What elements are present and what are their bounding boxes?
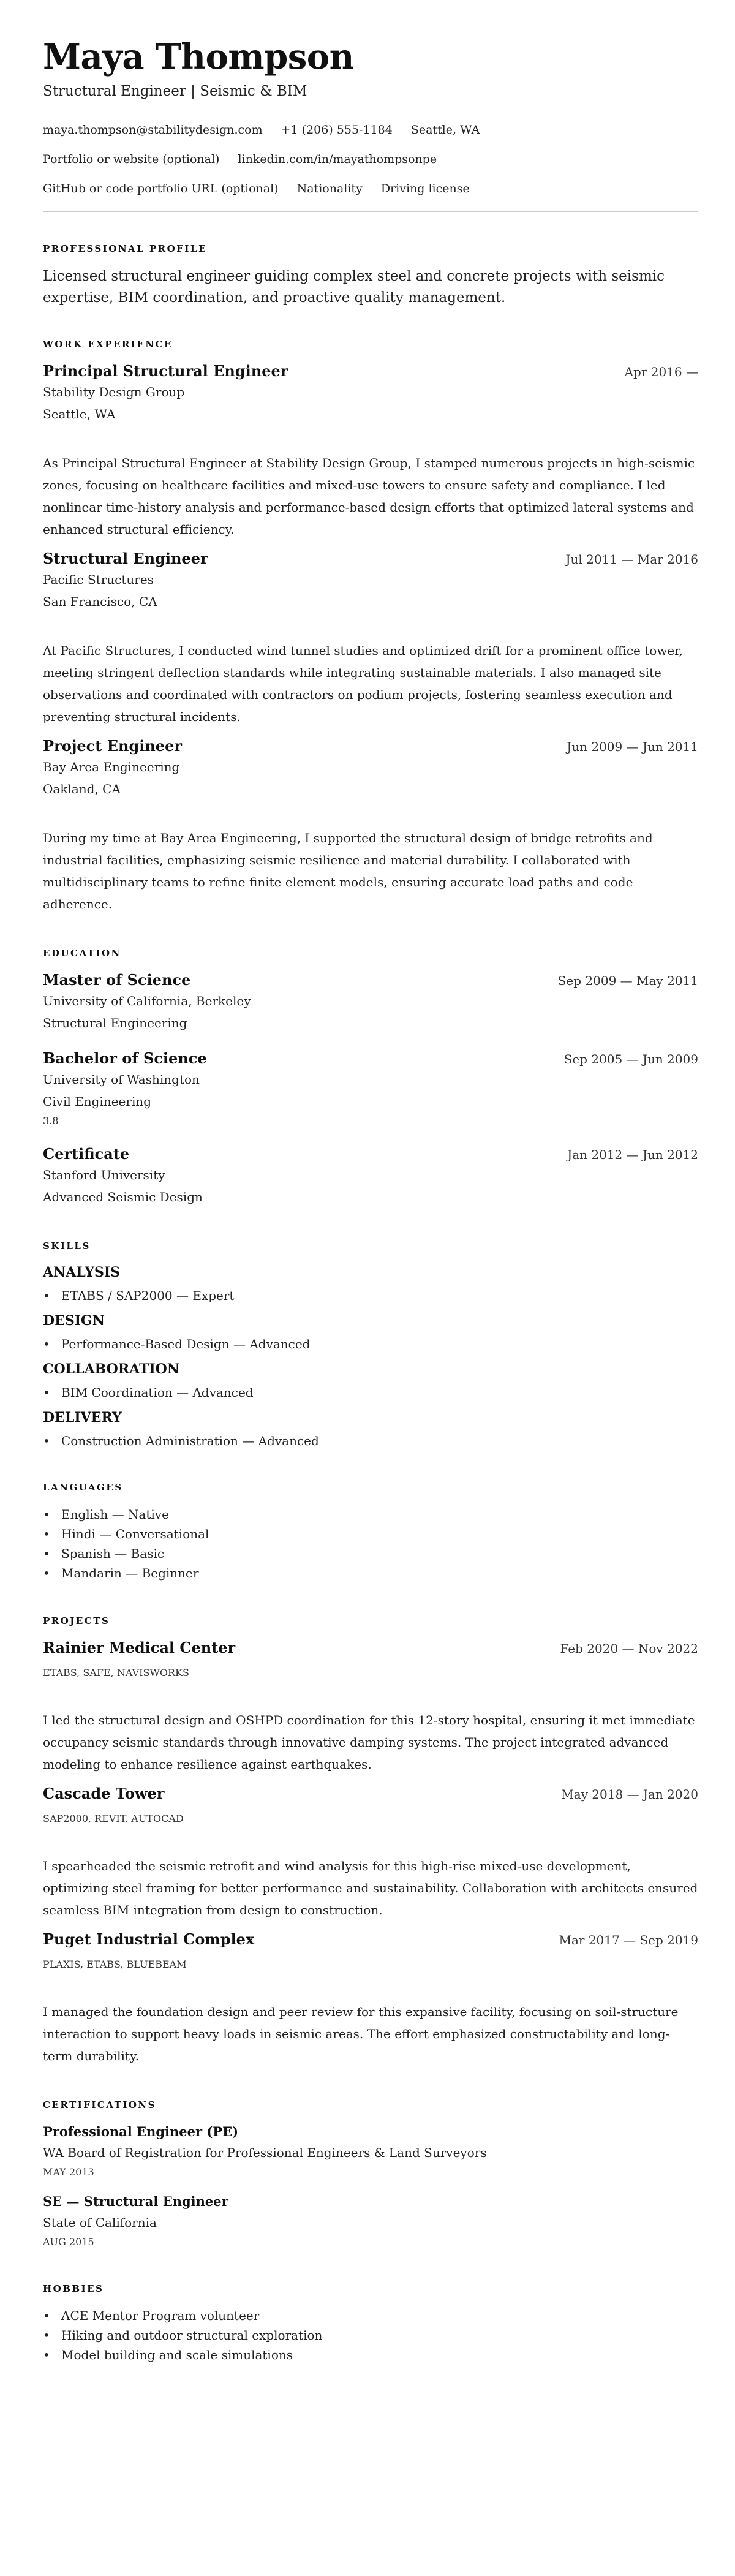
education-entry	[43, 1049, 698, 1130]
hobbies-section	[43, 2283, 698, 2365]
company-name: Bay Area Engineering	[43, 760, 180, 774]
project-dates: May 2018 — Jan 2020	[561, 1787, 698, 1802]
entry-header	[43, 1049, 698, 1068]
contact-row	[43, 115, 698, 145]
language-item: • Spanish — Basic	[43, 1544, 698, 1563]
job-dates: Jul 2011 — Mar 2016	[565, 552, 698, 567]
section-title: SKILLS	[43, 1241, 91, 1252]
gpa: 3.8	[43, 1115, 59, 1127]
entry-header	[43, 1638, 698, 1658]
portfolio-link[interactable]: Portfolio or website (optional)	[43, 153, 220, 166]
candidate-name: Maya Thompson	[43, 37, 354, 77]
profile-text: Licensed structural engineer guiding complex steel and concrete projects with seismic expertise, BIM coordination, and proactive quality management.	[43, 268, 665, 306]
project-name: Rainier Medical Center	[43, 1639, 236, 1656]
experience-entry	[43, 361, 698, 540]
language-item: • Mandarin — Beginner	[43, 1563, 698, 1583]
section-title: PROFESSIONAL PROFILE	[43, 243, 207, 254]
hobby-item: • Model building and scale simulations	[43, 2345, 698, 2365]
skill-category: COLLABORATION	[43, 1361, 179, 1377]
section-title: LANGUAGES	[43, 1482, 123, 1493]
certification-date: MAY 2013	[43, 2166, 94, 2178]
project-description: I spearheaded the seismic retrofit and wind analysis for this high-rise mixed-use development, optimizing steel framing for better performance and sustainability. Collaboration with architects ensured seamless BIM integration from design to construction.	[43, 1859, 698, 1917]
linkedin-link[interactable]: linkedin.com/in/mayathompsonpe	[238, 153, 437, 166]
certification-issuer: WA Board of Registration for Professional Engineers & Land Surveyors	[43, 2145, 487, 2160]
education-entry	[43, 970, 698, 1034]
entry-header	[43, 549, 698, 568]
skill-item: • BIM Coordination — Advanced	[43, 1384, 698, 1401]
school-name: Stanford University	[43, 1168, 165, 1182]
hobbies-list	[43, 2306, 698, 2365]
section-title: HOBBIES	[43, 2283, 104, 2294]
certification-name: SE — Structural Engineer	[43, 2194, 228, 2209]
project-technologies: ETABS, SAFE, NAVISWORKS	[43, 1667, 189, 1679]
languages-section	[43, 1481, 698, 1583]
experience-entry	[43, 736, 698, 915]
profile-section	[43, 243, 698, 309]
job-title: Principal Structural Engineer	[43, 362, 288, 380]
project-description: I led the structural design and OSHPD coordination for this 12-story hospital, ensuring it met immediate occupancy seismic standards through innovative damping systems. The project integrated advanced modeling to enhance resilience against earthquakes.	[43, 1713, 695, 1772]
location: Seattle, WA	[410, 123, 480, 137]
education-dates: Sep 2005 — Jun 2009	[564, 1052, 698, 1067]
education-dates: Jan 2012 — Jun 2012	[567, 1147, 698, 1162]
languages-list	[43, 1505, 698, 1583]
skill-category: ANALYSIS	[43, 1264, 121, 1280]
project-technologies: PLAXIS, ETABS, BLUEBEAM	[43, 1958, 187, 1970]
entry-header	[43, 1784, 698, 1804]
certification-entry	[43, 2122, 698, 2181]
skill-category: DESIGN	[43, 1313, 105, 1329]
skill-item: • Construction Administration — Advanced	[43, 1433, 698, 1449]
section-title: CERTIFICATIONS	[43, 2099, 156, 2110]
entry-header	[43, 736, 698, 756]
github-link[interactable]: GitHub or code portfolio URL (optional)	[43, 182, 279, 195]
skill-list	[43, 1336, 698, 1353]
skill-category: DELIVERY	[43, 1410, 122, 1426]
education-entry	[43, 1144, 698, 1208]
contact-row	[43, 174, 698, 203]
driving-license: Driving license	[380, 182, 470, 195]
education-dates: Sep 2009 — May 2011	[557, 973, 698, 988]
skill-list	[43, 1384, 698, 1401]
school-name: University of California, Berkeley	[43, 994, 251, 1008]
job-description: As Principal Structural Engineer at Stability Design Group, I stamped numerous projects in high-seismic zones, focusing on healthcare facilities and mixed-use towers to ensure safety and compliance. I led nonlinear time-history analysis and performance-based design efforts that optimized lateral systems and enhanced structural efficiency.	[43, 456, 695, 537]
certification-entry	[43, 2192, 698, 2251]
skill-item: • ETABS / SAP2000 — Expert	[43, 1288, 698, 1304]
header-divider	[43, 211, 698, 212]
section-title: PROJECTS	[43, 1615, 110, 1626]
language-item: • Hindi — Conversational	[43, 1524, 698, 1544]
company-name: Pacific Structures	[43, 572, 154, 587]
certification-date: AUG 2015	[43, 2236, 94, 2248]
entry-header	[43, 970, 698, 990]
education-section	[43, 947, 698, 1208]
job-title: Project Engineer	[43, 737, 182, 755]
certification-name: Professional Engineer (PE)	[43, 2124, 239, 2139]
experience-section	[43, 338, 698, 915]
contact-row	[43, 145, 698, 174]
resume-header	[43, 36, 698, 203]
project-dates: Mar 2017 — Sep 2019	[559, 1933, 698, 1947]
project-entry	[43, 1638, 698, 1775]
project-entry	[43, 1930, 698, 2067]
degree: Certificate	[43, 1145, 130, 1163]
project-name: Puget Industrial Complex	[43, 1930, 255, 1948]
job-location: San Francisco, CA	[43, 594, 157, 609]
section-title: WORK EXPERIENCE	[43, 339, 173, 350]
language-item: • English — Native	[43, 1505, 698, 1524]
project-entry	[43, 1784, 698, 1921]
hobby-item: • Hiking and outdoor structural exploration	[43, 2325, 698, 2345]
experience-entry	[43, 549, 698, 728]
job-description: At Pacific Structures, I conducted wind tunnel studies and optimized drift for a prominent office tower, meeting stringent deflection standards while integrating sustainable materials. I also managed site observations and coordinated with contractors on podium projects, fostering seamless execution and preventing structural incidents.	[43, 643, 683, 724]
skills-section	[43, 1240, 698, 1449]
job-dates: Apr 2016 —	[624, 364, 698, 379]
section-title: EDUCATION	[43, 948, 121, 959]
phone: +1 (206) 555-1184	[281, 123, 393, 137]
projects-section	[43, 1615, 698, 2067]
certification-issuer: State of California	[43, 2215, 157, 2230]
hobby-item: • ACE Mentor Program volunteer	[43, 2306, 698, 2325]
skill-list	[43, 1433, 698, 1449]
email-link[interactable]: maya.thompson@stabilitydesign.com	[43, 123, 263, 137]
certifications-section	[43, 2099, 698, 2251]
job-location: Oakland, CA	[43, 782, 121, 796]
project-technologies: SAP2000, REVIT, AUTOCAD	[43, 1813, 184, 1824]
field-of-study: Structural Engineering	[43, 1016, 187, 1030]
entry-header	[43, 1930, 698, 1949]
project-name: Cascade Tower	[43, 1785, 165, 1802]
degree: Bachelor of Science	[43, 1049, 207, 1067]
contact-info	[43, 115, 698, 203]
candidate-headline: Structural Engineer | Seismic & BIM	[43, 83, 307, 99]
skill-item: • Performance-Based Design — Advanced	[43, 1336, 698, 1353]
entry-header	[43, 1144, 698, 1164]
field-of-study: Advanced Seismic Design	[43, 1190, 203, 1204]
job-description: During my time at Bay Area Engineering, I supported the structural design of bridge retrofits and industrial facilities, emphasizing seismic resilience and material durability. I collaborated with multidisciplinary teams to refine finite element models, ensuring accurate load paths and code adherence.	[43, 831, 653, 912]
company-name: Stability Design Group	[43, 385, 185, 399]
nationality: Nationality	[296, 182, 363, 195]
project-description: I managed the foundation design and peer review for this expansive facility, focusing on soil-structure interaction to support heavy loads in seismic areas. The effort emphasized constructability and long-term durability.	[43, 2004, 679, 2063]
project-dates: Feb 2020 — Nov 2022	[560, 1641, 698, 1656]
school-name: University of Washington	[43, 1072, 200, 1087]
entry-header	[43, 361, 698, 381]
job-title: Structural Engineer	[43, 550, 208, 567]
job-dates: Jun 2009 — Jun 2011	[567, 739, 698, 754]
job-location: Seattle, WA	[43, 407, 116, 421]
field-of-study: Civil Engineering	[43, 1094, 152, 1109]
degree: Master of Science	[43, 971, 191, 989]
skill-list	[43, 1288, 698, 1304]
